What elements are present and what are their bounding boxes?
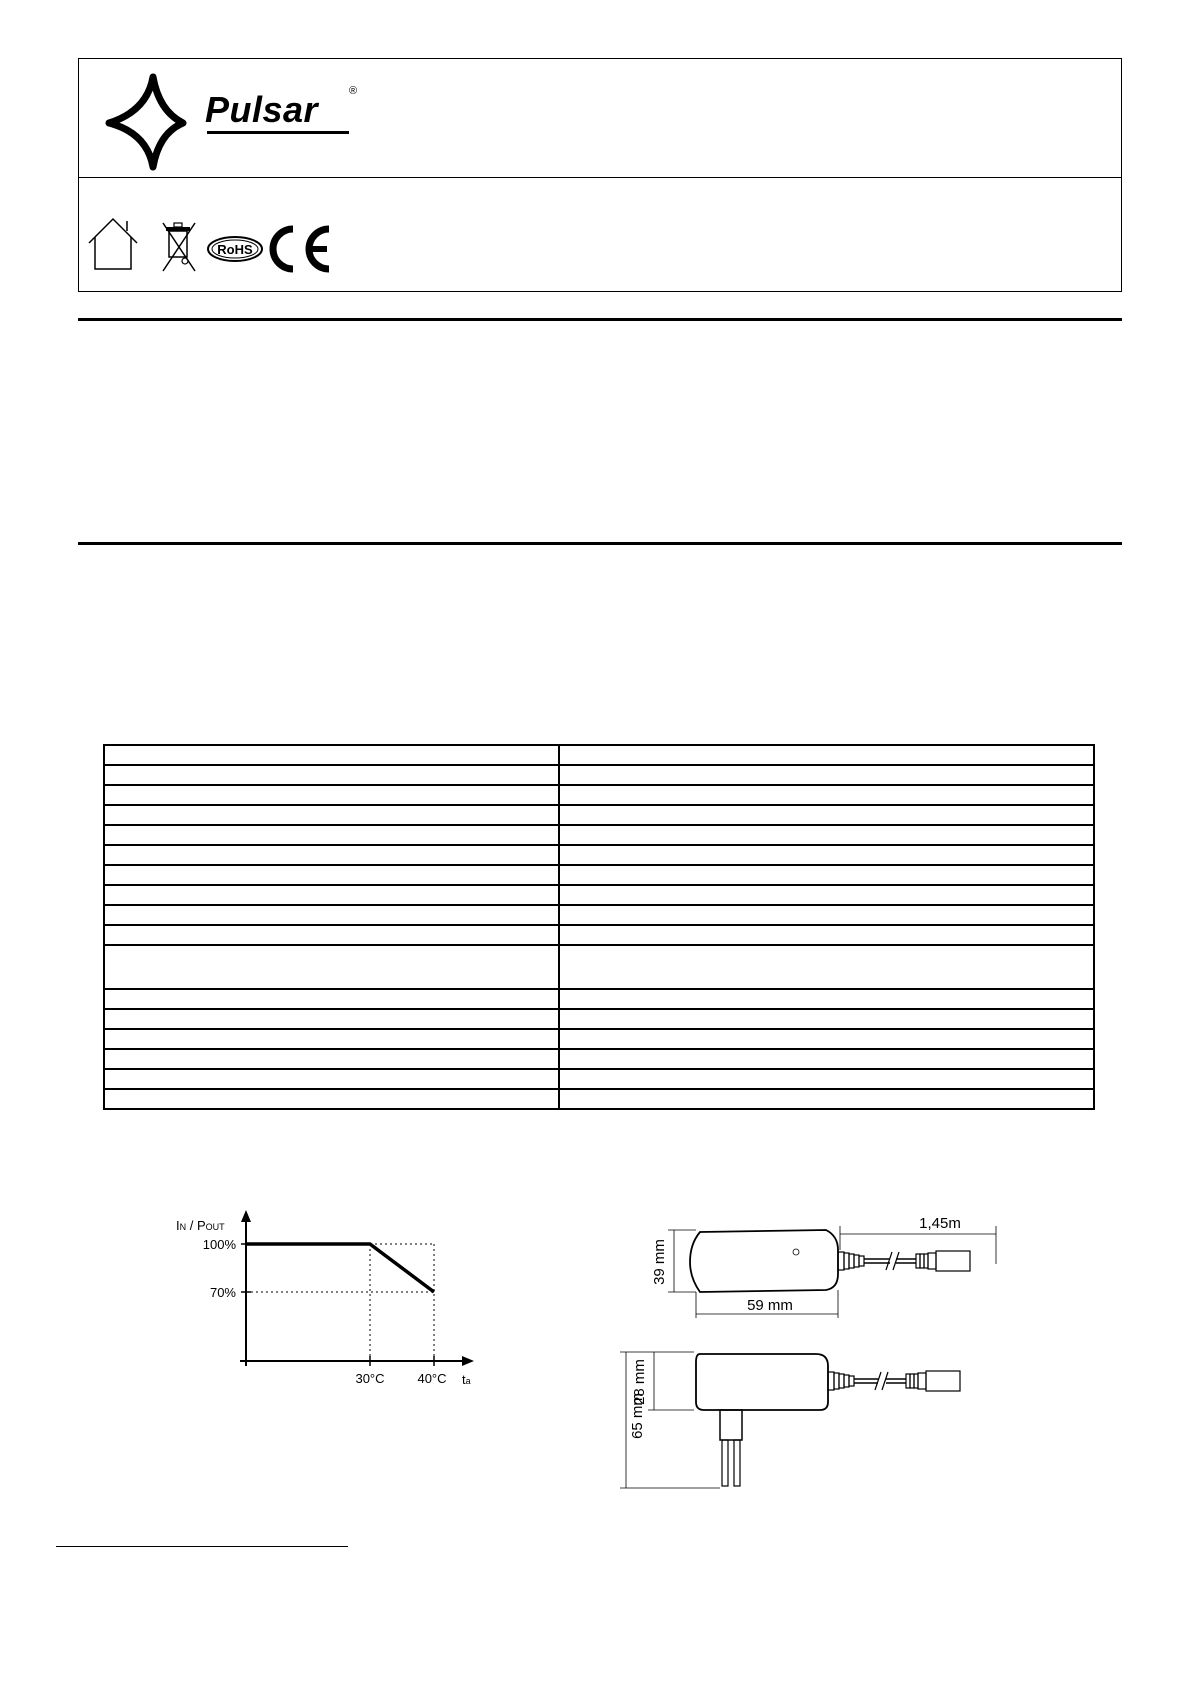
spec-value-cell <box>559 885 1094 905</box>
spec-param-cell <box>104 845 559 865</box>
spec-param-cell <box>104 1049 559 1069</box>
spec-value-cell <box>559 905 1094 925</box>
derating-series-line <box>246 1244 434 1292</box>
section-rule-bottom <box>78 542 1122 545</box>
spec-value-cell <box>559 945 1094 989</box>
spec-row <box>104 1009 1094 1029</box>
dim-depth: 28 mm <box>631 1359 648 1405</box>
spec-value-cell <box>559 989 1094 1009</box>
spec-param-cell <box>104 805 559 825</box>
spec-value-cell <box>559 1069 1094 1089</box>
spec-param-cell <box>104 745 559 765</box>
side-view <box>620 1352 960 1488</box>
spec-row <box>104 785 1094 805</box>
spec-value-cell <box>559 925 1094 945</box>
spec-row <box>104 825 1094 845</box>
derating-chart <box>160 1206 490 1426</box>
spec-row <box>104 865 1094 885</box>
spec-param-cell <box>104 1009 559 1029</box>
spec-value-cell <box>559 1089 1094 1109</box>
spec-value-cell <box>559 745 1094 765</box>
x-axis-arrow <box>462 1356 474 1366</box>
dimension-drawing <box>620 1206 1020 1496</box>
spec-row <box>104 845 1094 865</box>
spec-param-cell <box>104 1029 559 1049</box>
spec-param-cell <box>104 765 559 785</box>
spec-param-cell <box>104 905 559 925</box>
spec-row <box>104 1089 1094 1109</box>
spec-param-cell <box>104 1089 559 1109</box>
pulsar-star-icon <box>103 71 213 171</box>
section-rule-top <box>78 318 1122 321</box>
spec-row <box>104 765 1094 785</box>
spec-param-cell <box>104 825 559 845</box>
weee-crossed-bin-icon <box>163 223 195 271</box>
spec-param-cell <box>104 989 559 1009</box>
header-box <box>78 58 1122 292</box>
spec-param-cell <box>104 885 559 905</box>
footnote-rule <box>56 1546 348 1547</box>
header-divider <box>79 177 1121 178</box>
spec-param-cell <box>104 945 559 989</box>
spec-value-cell <box>559 765 1094 785</box>
spec-row <box>104 925 1094 945</box>
spec-value-cell <box>559 1009 1094 1029</box>
spec-row <box>104 1049 1094 1069</box>
y-axis-arrow <box>241 1210 251 1222</box>
xtick-label-40: 40°C <box>417 1371 447 1386</box>
spec-value-cell <box>559 1029 1094 1049</box>
spec-row <box>104 945 1094 989</box>
spec-row <box>104 1029 1094 1049</box>
pulsar-logo <box>103 71 358 171</box>
registered-mark: ® <box>349 85 358 97</box>
certification-icons <box>83 185 413 285</box>
spec-param-cell <box>104 865 559 885</box>
spec-row <box>104 745 1094 765</box>
ytick-label-70: 70% <box>209 1285 236 1300</box>
spec-value-cell <box>559 785 1094 805</box>
ytick-label-100: 100% <box>202 1237 236 1252</box>
spec-param-cell <box>104 1069 559 1089</box>
x-axis-label: ta <box>462 1372 471 1387</box>
rohs-icon <box>208 237 262 261</box>
y-axis-label: IN / POUT <box>176 1218 225 1233</box>
spec-value-cell <box>559 845 1094 865</box>
indoor-use-house-icon <box>89 219 137 269</box>
brand-name: Pulsar <box>205 89 319 130</box>
logo-underline <box>207 131 349 134</box>
spec-row <box>104 885 1094 905</box>
dim-height-top: 39 mm <box>651 1239 668 1285</box>
spec-value-cell <box>559 865 1094 885</box>
dim-total-height: 65 mm <box>629 1393 646 1439</box>
spec-value-cell <box>559 805 1094 825</box>
xtick-label-30: 30°C <box>355 1371 385 1386</box>
specification-table <box>103 744 1095 1110</box>
spec-row <box>104 805 1094 825</box>
top-view <box>651 1215 996 1318</box>
spec-row <box>104 1069 1094 1089</box>
rohs-label: RoHS <box>217 242 253 257</box>
spec-value-cell <box>559 825 1094 845</box>
dim-cable-length: 1,45m <box>919 1215 961 1232</box>
ce-mark-icon <box>273 229 329 269</box>
spec-row <box>104 989 1094 1009</box>
spec-param-cell <box>104 925 559 945</box>
spec-param-cell <box>104 785 559 805</box>
spec-value-cell <box>559 1049 1094 1069</box>
dim-width: 59 mm <box>747 1297 793 1314</box>
spec-row <box>104 905 1094 925</box>
